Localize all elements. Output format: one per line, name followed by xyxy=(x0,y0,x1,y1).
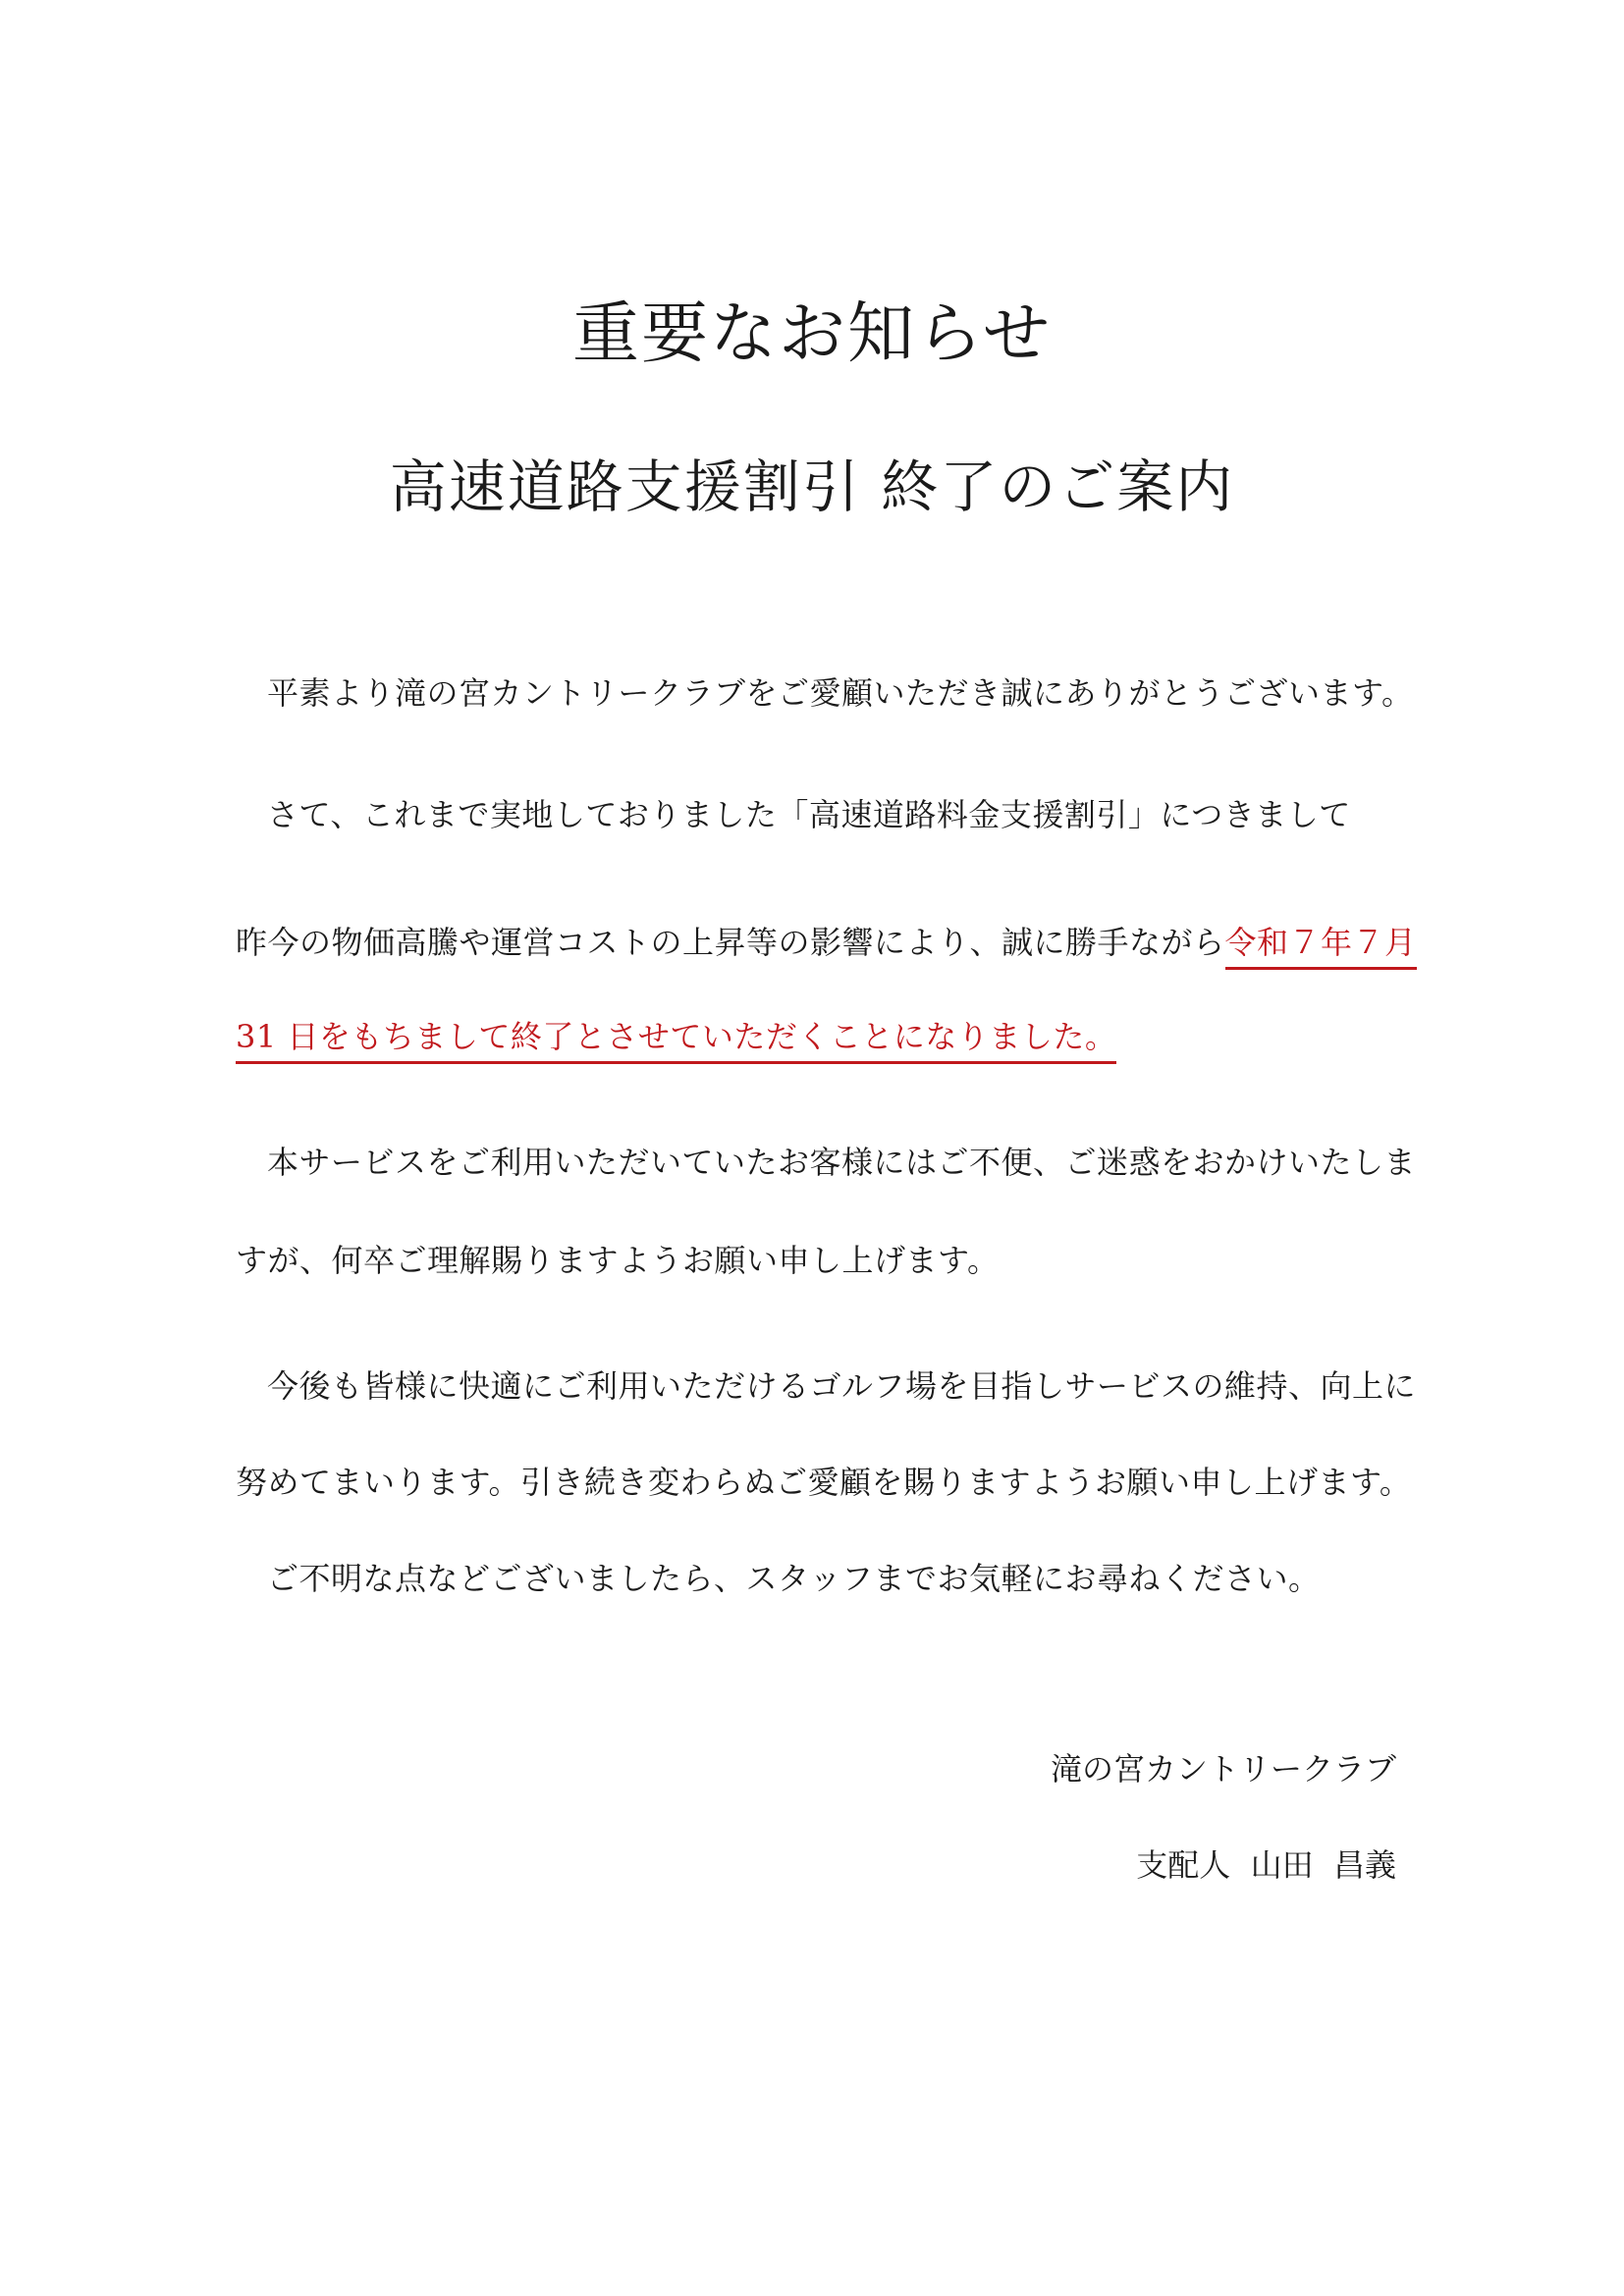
paragraph-discount-line3 xyxy=(236,1017,1116,1056)
paragraph-discount-line1: さて、これまで実地しておりました「高速道路料金支援割引」につきまして xyxy=(267,796,1351,833)
paragraph-future-line2: 努めてまいります。引き続き変わらぬご愛顧を賜りますようお願い申し上げます。 xyxy=(236,1464,1412,1501)
notice-subtitle: 高速道路支援割引 終了のご案内 xyxy=(389,454,1235,520)
paragraph-apology-line1: 本サービスをご利用いただいていたお客様にはご不便、ご迷惑をおかけいたしま xyxy=(267,1144,1417,1181)
paragraph-discount-line2 xyxy=(236,923,1417,962)
end-date-highlight-continued: 31 日をもちまして終了とさせていただくことになりました。 xyxy=(236,1018,1116,1064)
paragraph-contact: ご不明な点などございましたら、スタッフまでお気軽にお尋ねください。 xyxy=(267,1560,1321,1597)
discount-reason-text: 昨今の物価高騰や運営コストの上昇等の影響により、誠に勝手ながら xyxy=(236,924,1225,961)
signature-manager: 支配人 山田 昌義 xyxy=(1136,1846,1396,1884)
paragraph-greeting: 平素より滝の宮カントリークラブをご愛顧いただき誠にありがとうございます。 xyxy=(267,674,1414,712)
signature-club: 滝の宮カントリークラブ xyxy=(1050,1750,1396,1788)
paragraph-future-line1: 今後も皆様に快適にご利用いただけるゴルフ場を目指しサービスの維持、向上に xyxy=(267,1367,1417,1405)
notice-title: 重要なお知らせ xyxy=(572,295,1052,373)
end-date-highlight: 令和７年７月 xyxy=(1225,924,1417,970)
paragraph-apology-line2: すが、何卒ご理解賜りますようお願い申し上げます。 xyxy=(236,1242,1000,1279)
